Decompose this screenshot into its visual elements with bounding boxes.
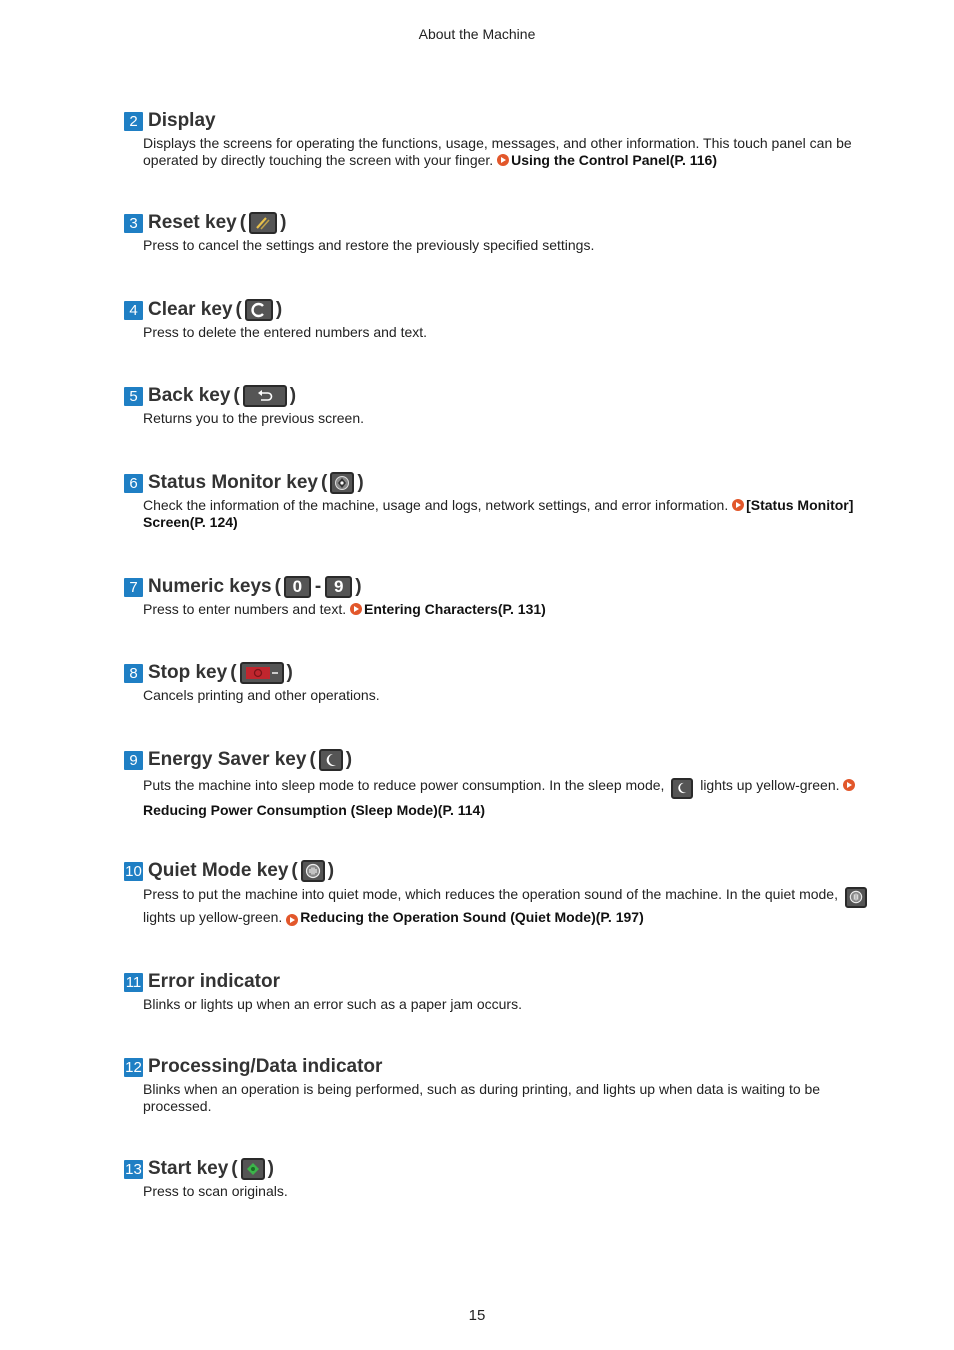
link-arrow-icon bbox=[497, 154, 509, 166]
section-title: Reset key bbox=[148, 212, 237, 233]
section-description: Press to put the machine into quiet mode, which reduces the operation sound of the machine. In the quiet mode, lights up yellow-green. Reducing the Operation Sound (Quiet Mode)(P. 197) bbox=[143, 885, 874, 927]
item-number-badge: 3 bbox=[124, 214, 143, 233]
section-error-indicator bbox=[124, 969, 874, 1013]
link-entering-characters[interactable]: Entering Characters(P. 131) bbox=[350, 601, 546, 617]
item-number-badge: 8 bbox=[124, 664, 143, 683]
section-title: Start key bbox=[148, 1158, 229, 1179]
section-display bbox=[124, 108, 874, 169]
item-number-badge: 11 bbox=[125, 973, 142, 991]
numeric-key-0-icon: 0 bbox=[284, 576, 311, 598]
section-description: Press to enter numbers and text. Entering Characters(P. 131) bbox=[143, 601, 546, 617]
section-description: Blinks or lights up when an error such as a paper jam occurs. bbox=[143, 996, 522, 1012]
section-back-key: 5 Back key ( ) Returns you to the previous screen. bbox=[124, 383, 874, 427]
item-number-badge: 5 bbox=[124, 387, 143, 406]
link-arrow-icon bbox=[350, 603, 362, 615]
link-arrow-icon bbox=[843, 779, 855, 791]
page-header: About the Machine bbox=[418, 26, 536, 42]
quiet-mode-icon bbox=[301, 860, 325, 882]
item-number-badge: 9 bbox=[124, 751, 143, 770]
item-number-badge: 13 bbox=[125, 1160, 142, 1178]
section-title: Energy Saver key bbox=[148, 749, 307, 770]
page-number: 15 bbox=[468, 1307, 486, 1324]
section-processing-indicator bbox=[124, 1054, 874, 1115]
quiet-mode-icon bbox=[845, 887, 867, 908]
item-number-badge: 2 bbox=[124, 112, 143, 131]
section-reset-key: 3 Reset key ( ) Press to cancel the settings and restore the previously specified settings. bbox=[124, 210, 874, 254]
section-quiet-mode-key: 10 Quiet Mode key ( ) Press to put the machine into quiet mode, which reduces the operation sound of the machine. In the quiet mode, lights up yellow-green. Reducing the Operation Sound (Quiet Mode)(P. 197) bbox=[124, 858, 874, 927]
section-title: Quiet Mode key bbox=[148, 860, 289, 881]
section-description: Cancels printing and other operations. bbox=[143, 687, 380, 703]
section-energy-saver-key: 9 Energy Saver key ( ) Puts the machine into sleep mode to reduce power consumption. In the sleep mode, lights up yellow-green. Reducing Power Consumption (Sleep Mode)(P. 114) bbox=[124, 747, 874, 822]
link-arrow-icon bbox=[732, 499, 744, 511]
clear-c-icon bbox=[245, 299, 273, 321]
section-stop-key: 8 Stop key ( ) Cancels printing and other operations. bbox=[124, 660, 874, 704]
moon-icon bbox=[319, 749, 343, 771]
link-arrow-icon bbox=[286, 914, 298, 926]
status-monitor-icon bbox=[330, 472, 354, 494]
link-reducing-power-consumption[interactable]: Reducing Power Consumption (Sleep Mode)(P. 114) bbox=[143, 777, 857, 818]
section-title: Display bbox=[148, 110, 216, 131]
section-title: Processing/Data indicator bbox=[148, 1056, 383, 1077]
section-description: Press to scan originals. bbox=[143, 1183, 288, 1199]
start-diamond-icon bbox=[241, 1158, 265, 1180]
section-title: Stop key bbox=[148, 662, 228, 683]
item-number-badge: 7 bbox=[124, 578, 143, 597]
link-status-monitor-screen[interactable]: [Status Monitor] Screen(P. 124) bbox=[143, 497, 854, 530]
back-arrow-icon bbox=[243, 385, 287, 407]
item-number-badge: 12 bbox=[125, 1058, 142, 1076]
item-number-badge: 10 bbox=[125, 862, 142, 880]
section-description: Press to delete the entered numbers and text. bbox=[143, 324, 428, 340]
section-title: Back key bbox=[148, 385, 231, 406]
section-description: Press to cancel the settings and restore the previously specified settings. bbox=[143, 237, 595, 253]
section-clear-key: 4 Clear key ( ) Press to delete the entered numbers and text. bbox=[124, 297, 874, 341]
section-title: Numeric keys bbox=[148, 576, 272, 597]
item-number-badge: 4 bbox=[124, 301, 143, 320]
link-reducing-operation-sound[interactable]: Reducing the Operation Sound (Quiet Mode)(P. 197) bbox=[286, 909, 644, 925]
section-description: Displays the screens for operating the functions, usage, messages, and other information. This touch panel can be operated by directly touching the screen with your finger. Using the Control Panel(P. 116) bbox=[143, 135, 852, 168]
section-description: Blinks when an operation is being performed, such as during printing, and lights up when data is waiting to be processed. bbox=[143, 1081, 821, 1114]
section-status-monitor-key: 6 Status Monitor key ( ) Check the information of the machine, usage and logs, network settings, and error information. [Status Monitor] Screen(P. 124) bbox=[124, 470, 874, 531]
numeric-key-9-icon: 9 bbox=[325, 576, 352, 598]
item-number-badge: 6 bbox=[124, 474, 143, 493]
reset-icon bbox=[249, 212, 277, 234]
section-description: Puts the machine into sleep mode to reduce power consumption. In the sleep mode, lights up yellow-green. Reducing Power Consumption (Sleep Mode)(P. 114) bbox=[143, 774, 874, 822]
section-title: Clear key bbox=[148, 299, 233, 320]
section-title: Error indicator bbox=[148, 971, 280, 992]
section-numeric-keys: 7 Numeric keys ( 0 - 9 ) Press to enter numbers and text. Entering Characters(P. 131) bbox=[124, 574, 874, 618]
stop-icon bbox=[240, 662, 284, 684]
section-title: Status Monitor key bbox=[148, 472, 318, 493]
section-description: Returns you to the previous screen. bbox=[143, 410, 365, 426]
section-description: Check the information of the machine, usage and logs, network settings, and error information. [Status Monitor] Screen(P. 124) bbox=[143, 497, 854, 530]
link-using-control-panel[interactable]: Using the Control Panel(P. 116) bbox=[497, 152, 717, 168]
section-start-key: 13 Start key ( ) Press to scan originals. bbox=[124, 1156, 874, 1200]
moon-icon bbox=[671, 778, 693, 799]
